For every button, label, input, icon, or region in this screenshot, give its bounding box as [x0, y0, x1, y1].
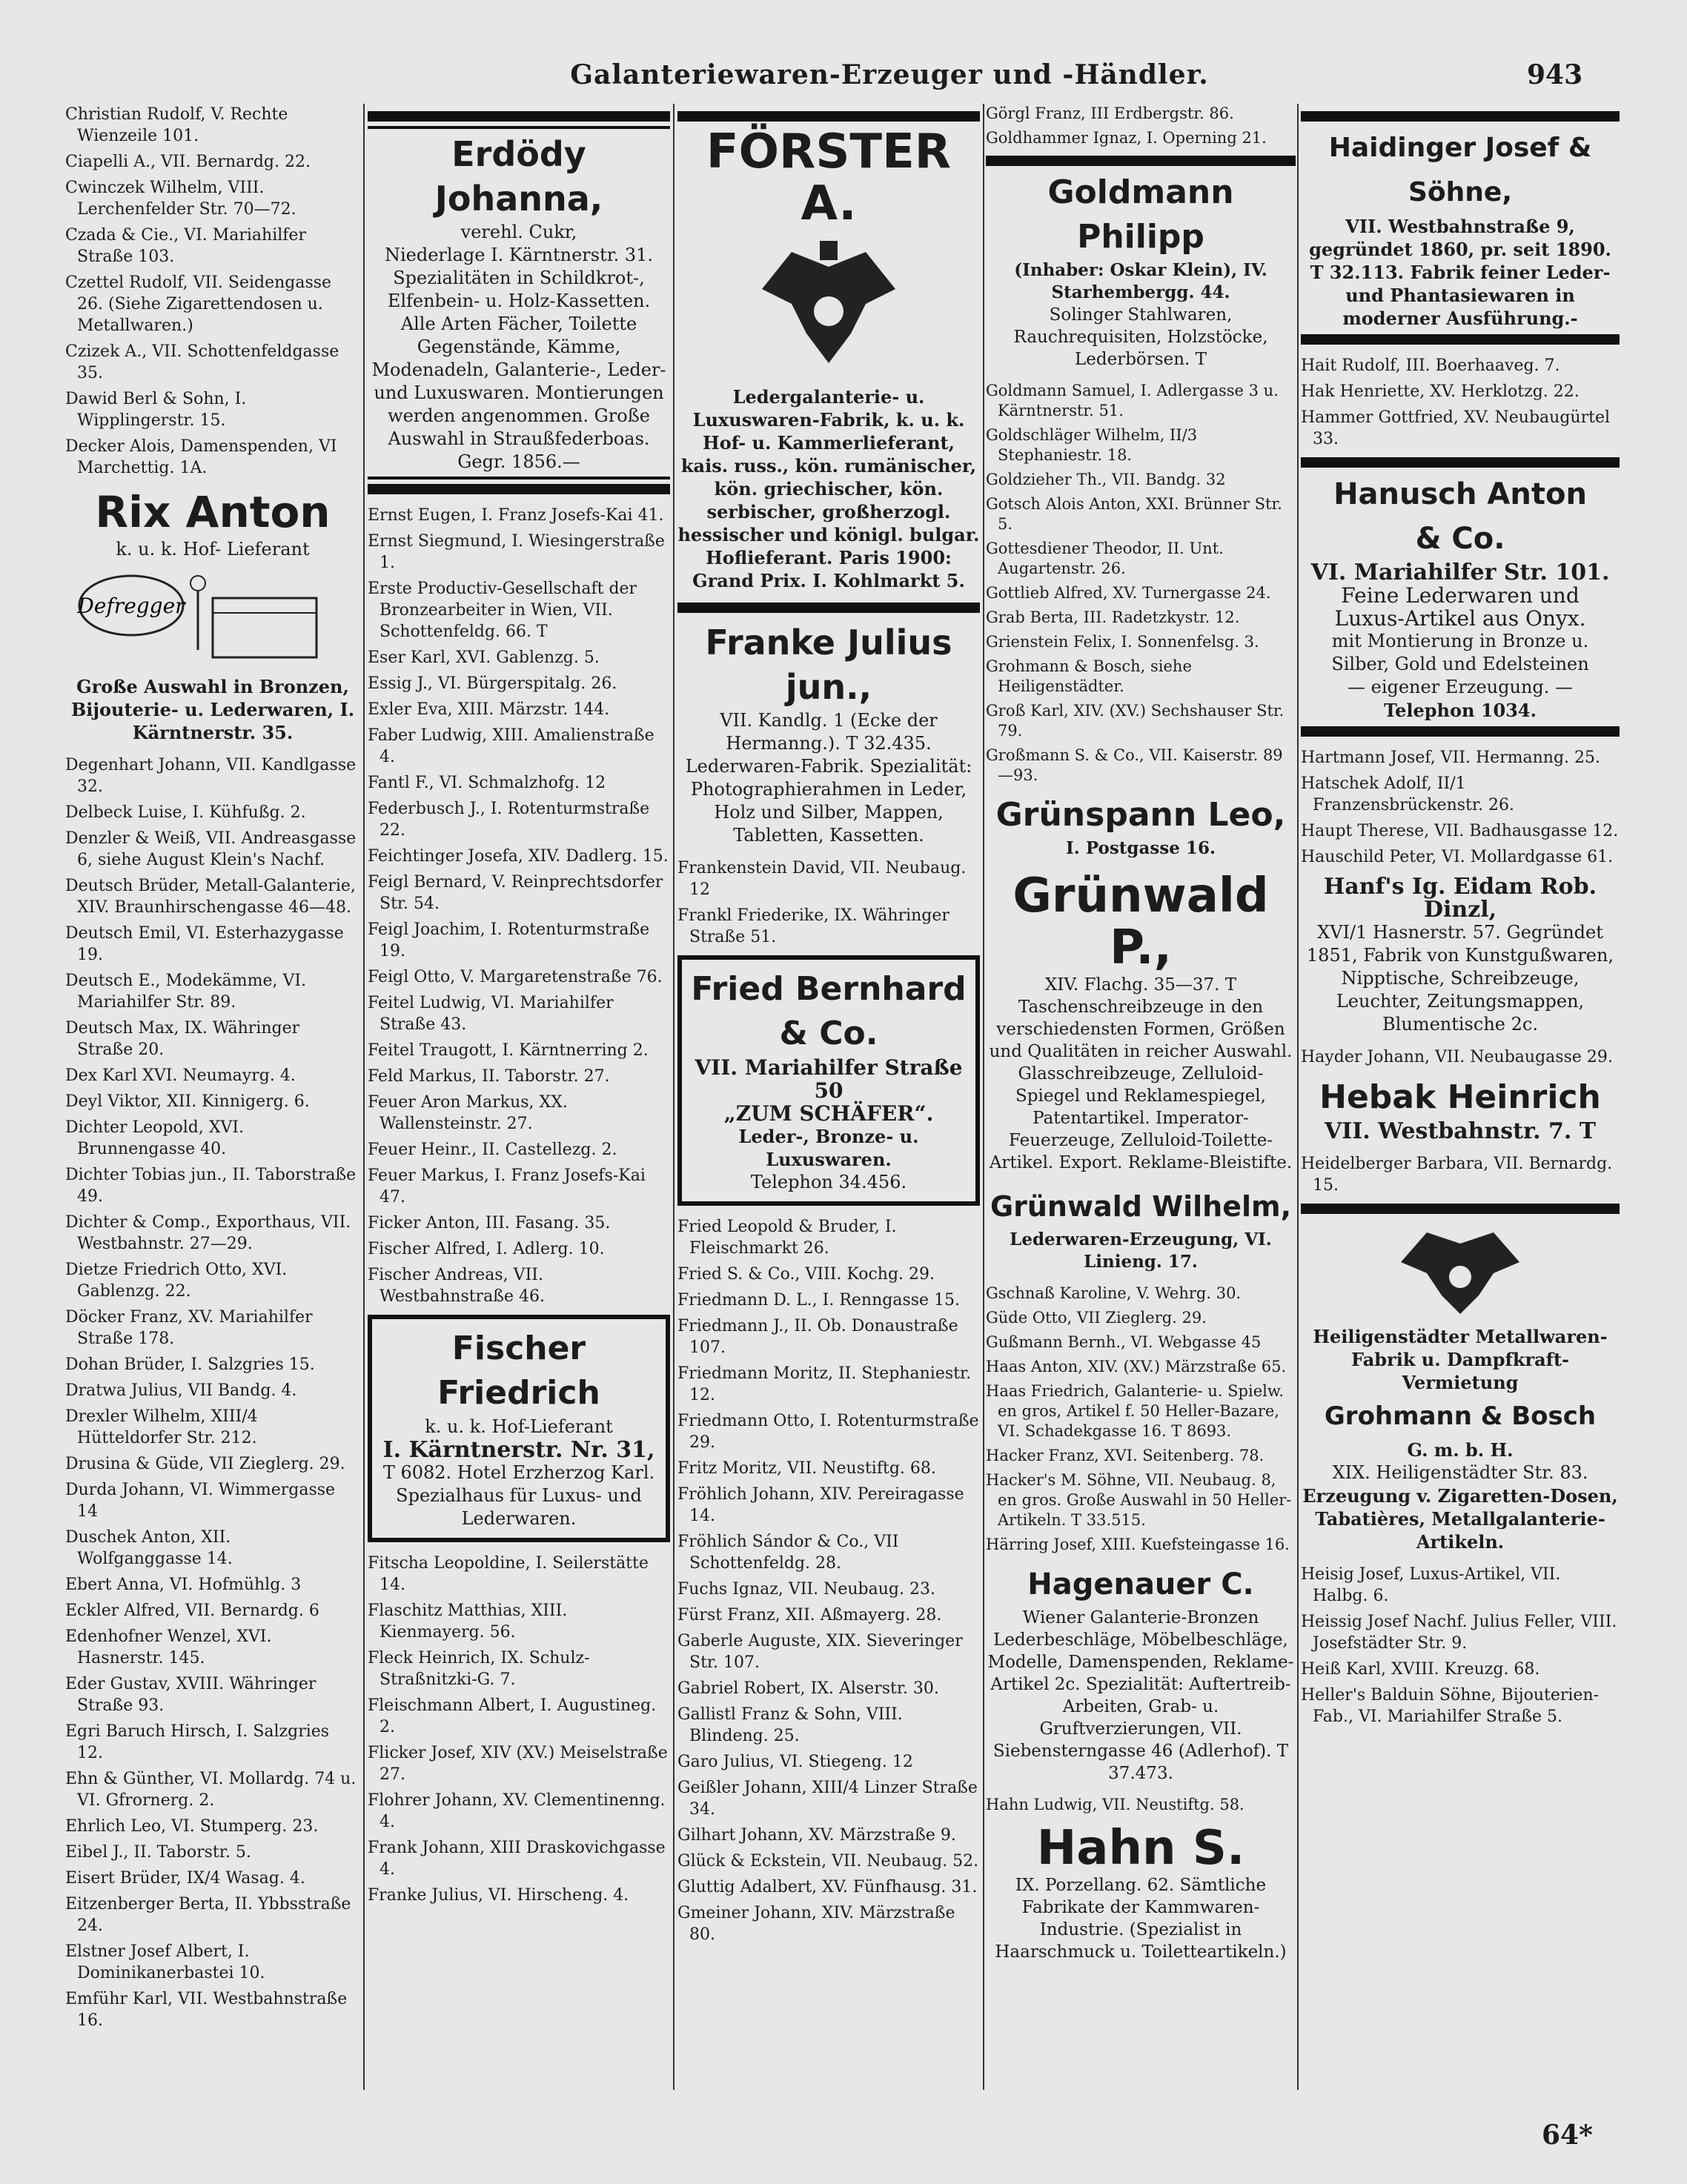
ad-owner: (Inhaber: Oskar Klein), IV. Starhembergg. 44. [1014, 260, 1267, 302]
directory-entry: Durda Johann, VI. Wimmergasse 14 [65, 1481, 336, 1521]
page-number: 943 [1527, 59, 1583, 90]
ad-bar [677, 111, 980, 122]
ad-bar [368, 126, 670, 129]
erdoedy-ad [368, 111, 670, 494]
directory-entry: Faber Ludwig, XIII. Amalienstraße 4. [368, 726, 654, 766]
hanusch-ad [1301, 457, 1620, 737]
directory-entry: Feitel Traugott, I. Kärntnerring 2. [368, 1041, 649, 1060]
directory-entry: Czettel Rudolf, VII. Seidengasse 26. (Siehe Zigarettendosen u. Metallwaren.) [65, 273, 332, 335]
directory-entry: Gaberle Auguste, XIX. Sieveringer Str. 107. [677, 1632, 963, 1672]
directory-entry: Dichter Leopold, XVI. Brunnengasse 40. [65, 1118, 245, 1158]
directory-entry: Fürst Franz, XII. Aßmayerg. 28. [677, 1606, 942, 1624]
directory-entry: Eder Gustav, XVIII. Währinger Straße 93. [65, 1675, 316, 1715]
directory-entry: Goldschläger Wilhelm, II/3 Stephaniestr. 18. [986, 426, 1198, 464]
ad-sub: k. u. k. Hof-Lieferant [425, 1416, 613, 1437]
column-5 [1301, 104, 1620, 1732]
ad-firm-2: G. m. b. H. [1407, 1439, 1514, 1461]
directory-entry: Ebert Anna, VI. Hofmühlg. 3 [65, 1576, 302, 1594]
ad-text: XIV. Flachg. 35—37. T Taschenschreibzeuge in den verschiedensten Formen, Größen und Qualitäten in reicher Auswahl. Glasschreibzeuge, Zelluloid-Spiegel und Reklamespiegel, Patentartikel. Imperator-Feuerzeuge, Zelluloid-Toilette-Artikel. Export. Reklame-Bleistifte. [989, 975, 1293, 1172]
directory-entry: Grohmann & Bosch, siehe Heiligenstädter. [986, 657, 1192, 695]
directory-entry: Christian Rudolf, V. Rechte Wienzeile 101. [65, 105, 288, 145]
directory-entry: Grab Berta, III. Radetzkystr. 12. [986, 608, 1240, 626]
directory-entry: Gottesdiener Theodor, II. Unt. Augartenstr. 26. [986, 540, 1224, 577]
entry-list [1301, 1564, 1620, 1727]
directory-entry: Gallistl Franz & Sohn, VIII. Blindeng. 25. [677, 1705, 903, 1745]
directory-entry: Haas Anton, XIV. (XV.) Märzstraße 65. [986, 1358, 1287, 1375]
directory-entry: Dietze Friedrich Otto, XVI. Gablenzg. 22. [65, 1261, 288, 1301]
directory-entry: Degenhart Johann, VII. Kandlgasse 32. [65, 756, 357, 796]
directory-entry: Hacker's M. Söhne, VII. Neubaug. 8, en gros. Große Auswahl in 50 Heller-Artikeln. T 33.515. [986, 1471, 1292, 1529]
directory-entry: Fischer Andreas, VII. Westbahnstraße 46. [368, 1266, 545, 1306]
directory-entry: Groß Karl, XIV. (XV.) Sechshauser Str. 79. [986, 702, 1285, 740]
directory-entry: Heller's Balduin Söhne, Bijouterien-Fab., VI. Mariahilfer Straße 5. [1301, 1686, 1600, 1726]
ad-bar [368, 477, 670, 479]
directory-entry: Duschek Anton, XII. Wolfganggasse 14. [65, 1528, 233, 1568]
directory-entry: Hammer Gottfried, XV. Neubaugürtel 33. [1301, 408, 1611, 448]
hanfs-ad [1301, 875, 1620, 1036]
ad-bar [368, 484, 670, 494]
directory-entry: Goldmann Samuel, I. Adlergasse 3 u. Kärntnerstr. 51. [986, 382, 1279, 419]
ad-addr: I. Postgasse 16. [1066, 838, 1216, 858]
ad-name: Haidinger Josef & Söhne, [1328, 133, 1592, 208]
directory-entry: Delbeck Luise, I. Kühfußg. 2. [65, 803, 306, 822]
directory-entry: Glück & Eckstein, VII. Neubaug. 52. [677, 1852, 979, 1871]
directory-entry: Eibel J., II. Taborstr. 5. [65, 1843, 251, 1862]
directory-entry: Decker Alois, Damenspenden, VI Marchettig. 1A. [65, 437, 337, 477]
ad-text: — eigener Erzeugung. — [1347, 677, 1574, 697]
directory-entry: Feuer Markus, I. Franz Josefs-Kai 47. [368, 1166, 646, 1206]
directory-entry: Dichter & Comp., Exporthaus, VII. Westbahnstr. 27—29. [65, 1213, 351, 1253]
ad-bar [677, 603, 980, 613]
directory-entry: Haupt Therese, VII. Badhausgasse 12. [1301, 822, 1619, 840]
directory-entry: Gotsch Alois Anton, XXI. Brünner Str. 5. [986, 495, 1282, 533]
directory-entry: Feigl Bernard, V. Reinprechtsdorfer Str. 54. [368, 873, 663, 913]
ad-name: Grünwald Wilhelm, [990, 1190, 1292, 1223]
gruenwald-p-ad [986, 870, 1296, 1174]
directory-entry: Friedmann Moritz, II. Stephaniestr. 12. [677, 1364, 972, 1404]
entry-list [1301, 1046, 1620, 1068]
directory-entry: Dohan Brüder, I. Salzgries 15. [65, 1355, 315, 1374]
ad-firm: Grohmann & Bosch [1324, 1401, 1597, 1431]
column-2 [368, 104, 670, 1911]
directory-entry: Eisert Brüder, IX/4 Wasag. 4. [65, 1869, 305, 1888]
ad-addr: VII. Mariahilfer Straße 50 [695, 1055, 963, 1103]
haidinger-ad [1301, 111, 1620, 345]
directory-entry: Großmann S. & Co., VII. Kaiserstr. 89—93. [986, 746, 1283, 784]
brand-label: Defregger [77, 594, 185, 618]
directory-entry: Grienstein Felix, I. Sonnenfelsg. 3. [986, 633, 1259, 651]
ad-name: Rix Anton [95, 487, 331, 537]
directory-entry: Ernst Eugen, I. Franz Josefs-Kai 41. [368, 506, 664, 525]
ad-name: Goldmann Philipp [1047, 173, 1234, 256]
entry-list [1301, 1153, 1620, 1196]
ad-addr: VII. Westbahnstr. 7. T [1324, 1118, 1597, 1144]
directory-entry: Deutsch Emil, VI. Esterhazygasse 19. [65, 924, 344, 964]
ad-name: Hahn S. [1036, 1821, 1245, 1876]
directory-entry: Ciapelli A., VII. Bernardg. 22. [65, 153, 311, 171]
directory-entry: Deutsch Max, IX. Währinger Straße 20. [65, 1019, 300, 1059]
directory-entry: Fuchs Ignaz, VII. Neubaug. 23. [677, 1580, 935, 1599]
directory-entry: Goldzieher Th., VII. Bandg. 32 [986, 471, 1226, 488]
directory-entry: Feuer Aron Markus, XX. Wallensteinstr. 27. [368, 1093, 568, 1133]
directory-entry: Gluttig Adalbert, XV. Fünfhausg. 31. [677, 1878, 978, 1896]
ad-bar [1301, 457, 1620, 468]
ad-text: IX. Porzellang. 62. Sämtliche Fabrikate der Kammwaren-Industrie. (Spezialist in Haarschmuck u. Toiletteartikeln.) [995, 1876, 1287, 1962]
directory-entry: Cwinczek Wilhelm, VIII. Lerchenfelder Str. 70—72. [65, 179, 296, 219]
entry-list [677, 1216, 980, 1945]
entry-list [677, 857, 980, 948]
directory-entry: Ehn & Günther, VI. Mollardg. 74 u. VI. Gfrornerg. 2. [65, 1770, 357, 1810]
directory-entry: Fritz Moritz, VII. Neustiftg. 68. [677, 1459, 936, 1478]
directory-entry: Friedmann J., II. Ob. Donaustraße 107. [677, 1317, 958, 1357]
signature-mark: 64* [1542, 2120, 1593, 2151]
entry-list [368, 505, 670, 1307]
directory-entry: Elstner Josef Albert, I. Dominikanerbastei 10. [65, 1942, 265, 1982]
ad-name: Fried Bernhard & Co. [691, 970, 967, 1052]
directory-entry: Garo Julius, VI. Stiegeng. 12 [677, 1753, 913, 1771]
column-divider [1297, 104, 1299, 2090]
ad-name: Franke Julius jun., [705, 623, 952, 707]
ad-phone: Telephon 34.456. [750, 1172, 907, 1192]
column-1 [65, 104, 360, 2036]
page-header-title: Galanteriewaren-Erzeuger und -Händler. [570, 59, 1209, 90]
directory-entry: Geißler Johann, XIII/4 Linzer Straße 34. [677, 1779, 978, 1819]
ad-name: Hanf's Ig. Eidam Rob. Dinzl, [1323, 874, 1597, 923]
ad-text: XVI/1 Hasnerstr. 57. Gegründet 1851, Fabrik von Kunstgußwaren, Nipptische, Schreibzeuge, Leuchter, Zeitungsmappen, Blumentische 2c. [1306, 922, 1614, 1035]
double-eagle-crest-icon [1386, 1221, 1534, 1318]
entry-list [986, 1795, 1296, 1815]
ad-text: Niederlage I. Kärntnerstr. 31. Spezialitäten in Schildkrot-, Elfenbein- u. Holz-Kassetten. Alle Arten Fächer, Toilette Gegenstände, Kämme, Modenadeln, Galanterie-, Leder- und Luxuswaren. Montierungen werden angenommen. Große Auswahl in Straußfederboas. Gegr. 1856.— [371, 245, 666, 472]
ad-text: Erzeugung v. Zigaretten-Dosen, Tabatières, Metallgalanterie-Artikeln. [1302, 1485, 1618, 1553]
directory-entry: Frankenstein David, VII. Neubaug. 12 [677, 859, 967, 899]
directory-entry: Exler Eva, XIII. Märzstr. 144. [368, 700, 610, 719]
directory-entry: Frankl Friederike, IX. Währinger Straße 51. [677, 906, 949, 946]
directory-entry: Görgl Franz, III Erdbergstr. 86. [986, 104, 1234, 122]
entry-list [65, 104, 360, 479]
entry-list [1301, 355, 1620, 450]
entry-list [65, 754, 360, 2031]
directory-entry: Heidelberger Barbara, VII. Bernardg. 15. [1301, 1155, 1613, 1195]
directory-entry: Hayder Johann, VII. Neubaugasse 29. [1301, 1048, 1613, 1066]
ad-addr: VI. Mariahilfer Str. 101. [1310, 560, 1610, 585]
directory-entry: Drexler Wilhelm, XIII/4 Hütteldorfer Str. 212. [65, 1407, 258, 1447]
directory-entry: Feigl Otto, V. Margaretenstraße 76. [368, 968, 663, 986]
directory-entry: Güde Otto, VII Zieglerg. 29. [986, 1309, 1207, 1327]
ad-title: Heiligenstädter Metallwaren-Fabrik u. Dampfkraft-Vermietung [1313, 1326, 1608, 1393]
ad-bar [1301, 334, 1620, 345]
directory-entry: Frank Johann, XIII Draskovichgasse 4. [368, 1839, 666, 1879]
hahn-s-ad [986, 1822, 1296, 1963]
gruenspann-ad [986, 793, 1296, 860]
ad-text: VII. Westbahnstraße 9, gegründet 1860, pr. seit 1890. T 32.113. Fabrik feiner Leder- und Phantasiewaren in moderner Ausführung.- [1309, 216, 1611, 329]
ad-sign: „ZUM SCHÄFER“. [723, 1101, 934, 1126]
ad-bar [986, 156, 1296, 166]
ad-bar [1301, 726, 1620, 737]
ad-name: Hagenauer C. [1027, 1567, 1254, 1602]
directory-entry: Gottlieb Alfred, XV. Turnergasse 24. [986, 584, 1271, 602]
directory-entry: Ernst Siegmund, I. Wiesingerstraße 1. [368, 532, 665, 572]
directory-entry: Hartmann Josef, VII. Hermanng. 25. [1301, 749, 1601, 767]
directory-entry: Fröhlich Sándor & Co., VII Schottenfeldg. 28. [677, 1533, 899, 1573]
directory-entry: Emführ Karl, VII. Westbahnstraße 16. [65, 1990, 348, 2030]
column-divider [673, 104, 675, 2090]
ad-name-2: & Co. [1415, 522, 1505, 556]
foerster-ad [677, 111, 980, 592]
hebak-ad [1301, 1075, 1620, 1143]
ad-line: k. u. k. Hof- Lieferant [116, 539, 310, 560]
directory-entry: Federbusch J., I. Rotenturmstraße 22. [368, 800, 650, 840]
fischer-friedrich-ad [368, 1315, 670, 1542]
defregger-logo-illustration [72, 561, 354, 672]
ad-sub: verehl. Cukr, [460, 222, 577, 242]
ad-name: Hanusch Anton [1333, 477, 1587, 511]
ad-text: Große Auswahl in Bronzen, Bijouterie- u. Lederwaren, I. Kärntnerstr. 35. [70, 676, 355, 743]
directory-entry: Fantl F., VI. Schmalzhofg. 12 [368, 774, 606, 792]
ad-name: Fischer Friedrich [437, 1330, 600, 1412]
ad-text: VII. Kandlg. 1 (Ecke der Hermanng.). T 32.435. Lederwaren-Fabrik. Spezialität: Photographierahmen in Leder, Holz und Silber, Mappen, Tabletten, Kassetten. [685, 710, 972, 846]
ad-phone: Telephon 1034. [1384, 700, 1537, 721]
entry-list [986, 104, 1296, 148]
directory-entry: Drusina & Güde, VII Zieglerg. 29. [65, 1455, 345, 1473]
ad-text: T 6082. Hotel Erzherzog Karl. Spezialhaus für Luxus- und Lederwaren. [382, 1462, 655, 1529]
ad-text: Solinger Stahlwaren, Rauchrequisiten, Holzstöcke, Lederbörsen. T [1013, 305, 1268, 369]
ad-text: mit Montierung in Bronze u. Silber, Gold und Edelsteinen [1331, 631, 1589, 674]
directory-entry: Friedmann Otto, I. Rotenturmstraße 29. [677, 1412, 979, 1452]
heiligenstaedter-ad [1301, 1204, 1620, 1553]
directory-entry: Ehrlich Leo, VI. Stumperg. 23. [65, 1817, 319, 1836]
directory-entry: Deutsch Brüder, Metall-Galanterie, XIV. Braunhirschengasse 46—48. [65, 877, 356, 917]
double-eagle-crest-icon [747, 237, 910, 378]
directory-entry: Gschnaß Karoline, V. Wehrg. 30. [986, 1284, 1242, 1302]
ad-addr: I. Kärntnerstr. Nr. 31, [382, 1437, 655, 1463]
directory-entry: Hahn Ludwig, VII. Neustiftg. 58. [986, 1796, 1244, 1813]
directory-entry: Hait Rudolf, III. Boerhaaveg. 7. [1301, 356, 1560, 375]
directory-entry: Heisig Josef, Luxus-Artikel, VII. Halbg. 6. [1301, 1565, 1561, 1605]
ad-bar [1301, 1204, 1620, 1214]
ad-text: Wiener Galanterie-Bronzen Lederbeschläge, Möbelbeschläge, Modelle, Damenspenden, Reklame-Artikel 2c. Spezialität: Auftertreib-Arbeiten, Grab- u. Gruftverzierungen, VII. Siebensterngasse 46 (Adlerhof). T 37.473. [987, 1608, 1294, 1783]
directory-entry: Ficker Anton, III. Fasang. 35. [368, 1214, 611, 1232]
goldmann-ad [986, 156, 1296, 371]
rix-anton-ad [65, 486, 360, 744]
entry-list [986, 381, 1296, 786]
entry-list [368, 1553, 670, 1906]
ad-name: Hebak Heinrich [1319, 1078, 1601, 1116]
fried-bernhard-ad [677, 955, 980, 1206]
ad-name: FÖRSTER A. [706, 125, 952, 231]
directory-entry: Franke Julius, VI. Hirscheng. 4. [368, 1886, 629, 1905]
ad-text: Ledergalanterie- u. Luxuswaren-Fabrik, k. u. k. Hof- u. Kammerlieferant, kais. russ., kön. rumänischer, kön. griechischer, kön. serbischer, großherzogl. hessischer und königl. bulgar. Hoflieferant. Paris 1900: Grand Prix. I. Kohlmarkt 5. [677, 386, 980, 591]
directory-entry: Gabriel Robert, IX. Alserstr. 30. [677, 1679, 939, 1698]
directory-entry: Fried Leopold & Bruder, I. Fleischmarkt 26. [677, 1218, 897, 1258]
directory-entry: Denzler & Weiß, VII. Andreasgasse 6, siehe August Klein's Nachf. [65, 829, 357, 869]
directory-entry: Egri Baruch Hirsch, I. Salzgries 12. [65, 1722, 330, 1762]
column-divider [983, 104, 984, 2090]
directory-entry: Feitel Ludwig, VI. Mariahilfer Straße 43. [368, 994, 614, 1034]
directory-entry: Haas Friedrich, Galanterie- u. Spielw. en gros, Artikel f. 50 Heller-Bazare, VI. Schadekgasse 16. T 8693. [986, 1382, 1284, 1440]
directory-entry: Fleck Heinrich, IX. Schulz-Straßnitzki-G. 7. [368, 1649, 590, 1689]
ad-text: Lederwaren-Erzeugung, VI. Linieng. 17. [1010, 1229, 1272, 1272]
franke-jun-ad [677, 620, 980, 847]
ad-name: Grünwald P., [1012, 869, 1269, 975]
directory-entry: Fröhlich Johann, XIV. Pereiragasse 14. [677, 1485, 964, 1525]
directory-entry: Heiß Karl, XVIII. Kreuzg. 68. [1301, 1660, 1540, 1679]
ad-text: Luxus-Artikel aus Onyx. [1334, 606, 1586, 631]
column-divider [363, 104, 365, 2090]
directory-entry: Dratwa Julius, VII Bandg. 4. [65, 1381, 297, 1400]
directory-entry: Eckler Alfred, VII. Bernardg. 6 [65, 1602, 319, 1620]
directory-entry: Fleischmann Albert, I. Augustineg. 2. [368, 1696, 657, 1736]
directory-entry: Feigl Joachim, I. Rotenturmstraße 19. [368, 920, 650, 960]
ad-bar [1301, 111, 1620, 122]
directory-entry: Fitscha Leopoldine, I. Seilerstätte 14. [368, 1554, 649, 1594]
directory-entry: Dex Karl XVI. Neumayrg. 4. [65, 1066, 296, 1085]
column-3 [677, 104, 980, 1950]
ad-bar [368, 111, 670, 122]
directory-entry: Gilhart Johann, XV. Märzstraße 9. [677, 1826, 956, 1845]
directory-entry: Friedmann D. L., I. Renngasse 15. [677, 1291, 961, 1310]
gruenwald-wilhelm-ad [986, 1184, 1296, 1273]
directory-entry: Essig J., VI. Bürgerspitalg. 26. [368, 674, 617, 693]
ad-name: Grünspann Leo, [995, 796, 1286, 834]
directory-entry: Feld Markus, II. Taborstr. 27. [368, 1067, 610, 1086]
directory-entry: Fischer Alfred, I. Adlerg. 10. [368, 1240, 605, 1258]
directory-entry: Erste Productiv-Gesellschaft der Bronzearbeiter in Wien, VII. Schottenfeldg. 66. T [368, 580, 637, 641]
directory-entry: Feichtinger Josefa, XIV. Dadlerg. 15. [368, 847, 669, 866]
directory-entry: Döcker Franz, XV. Mariahilfer Straße 178. [65, 1308, 313, 1348]
directory-entry: Flohrer Johann, XV. Clementinenng. 4. [368, 1791, 666, 1831]
directory-entry: Deutsch E., Modekämme, VI. Mariahilfer Str. 89. [65, 972, 307, 1012]
directory-entry: Flaschitz Matthias, XIII. Kienmayerg. 56. [368, 1602, 568, 1642]
directory-entry: Flicker Josef, XIV (XV.) Meiselstraße 27. [368, 1744, 668, 1784]
ad-name: Erdödy Johanna, [434, 134, 603, 219]
directory-entry: Gmeiner Johann, XIV. Märzstraße 80. [677, 1904, 955, 1944]
entry-list [986, 1284, 1296, 1555]
directory-entry: Dawid Berl & Sohn, I. Wipplingerstr. 15. [65, 390, 247, 430]
directory-entry: Goldhammer Ignaz, I. Operning 21. [986, 129, 1267, 147]
ad-text: Leder-, Bronze- u. Luxuswaren. [738, 1126, 919, 1170]
directory-entry: Hacker Franz, XVI. Seitenberg. 78. [986, 1447, 1265, 1464]
directory-entry: Feuer Heinr., II. Castellezg. 2. [368, 1141, 617, 1159]
directory-entry: Gußmann Bernh., VI. Webgasse 45 [986, 1333, 1262, 1351]
directory-entry: Eser Karl, XVI. Gablenzg. 5. [368, 648, 600, 667]
directory-entry: Deyl Viktor, XII. Kinnigerg. 6. [65, 1092, 310, 1111]
directory-entry: Hatschek Adolf, II/1 Franzensbrückenstr. 26. [1301, 774, 1514, 814]
entry-list [1301, 747, 1620, 868]
directory-entry: Härring Josef, XIII. Kuefsteingasse 16. [986, 1536, 1290, 1553]
directory-entry: Dichter Tobias jun., II. Taborstraße 49. [65, 1166, 357, 1206]
column-4 [986, 104, 1296, 1974]
directory-entry: Hak Henriette, XV. Herklotzg. 22. [1301, 382, 1580, 401]
directory-entry: Czizek A., VII. Schottenfeldgasse 35. [65, 342, 339, 382]
ad-addr: XIX. Heiligenstädter Str. 83. [1332, 1462, 1588, 1483]
ad-text: Feine Lederwaren und [1341, 583, 1580, 608]
directory-entry: Fried S. & Co., VIII. Kochg. 29. [677, 1265, 935, 1284]
directory-entry: Czada & Cie., VI. Mariahilfer Straße 103. [65, 226, 306, 266]
directory-entry: Edenhofner Wenzel, XVI. Hasnerstr. 145. [65, 1627, 272, 1667]
directory-entry: Heissig Josef Nachf. Julius Feller, VIII. Josefstädter Str. 9. [1301, 1613, 1617, 1653]
hagenauer-ad [986, 1562, 1296, 1785]
directory-entry: Eitzenberger Berta, II. Ybbsstraße 24. [65, 1895, 351, 1935]
directory-entry: Hauschild Peter, VI. Mollardgasse 61. [1301, 848, 1614, 866]
